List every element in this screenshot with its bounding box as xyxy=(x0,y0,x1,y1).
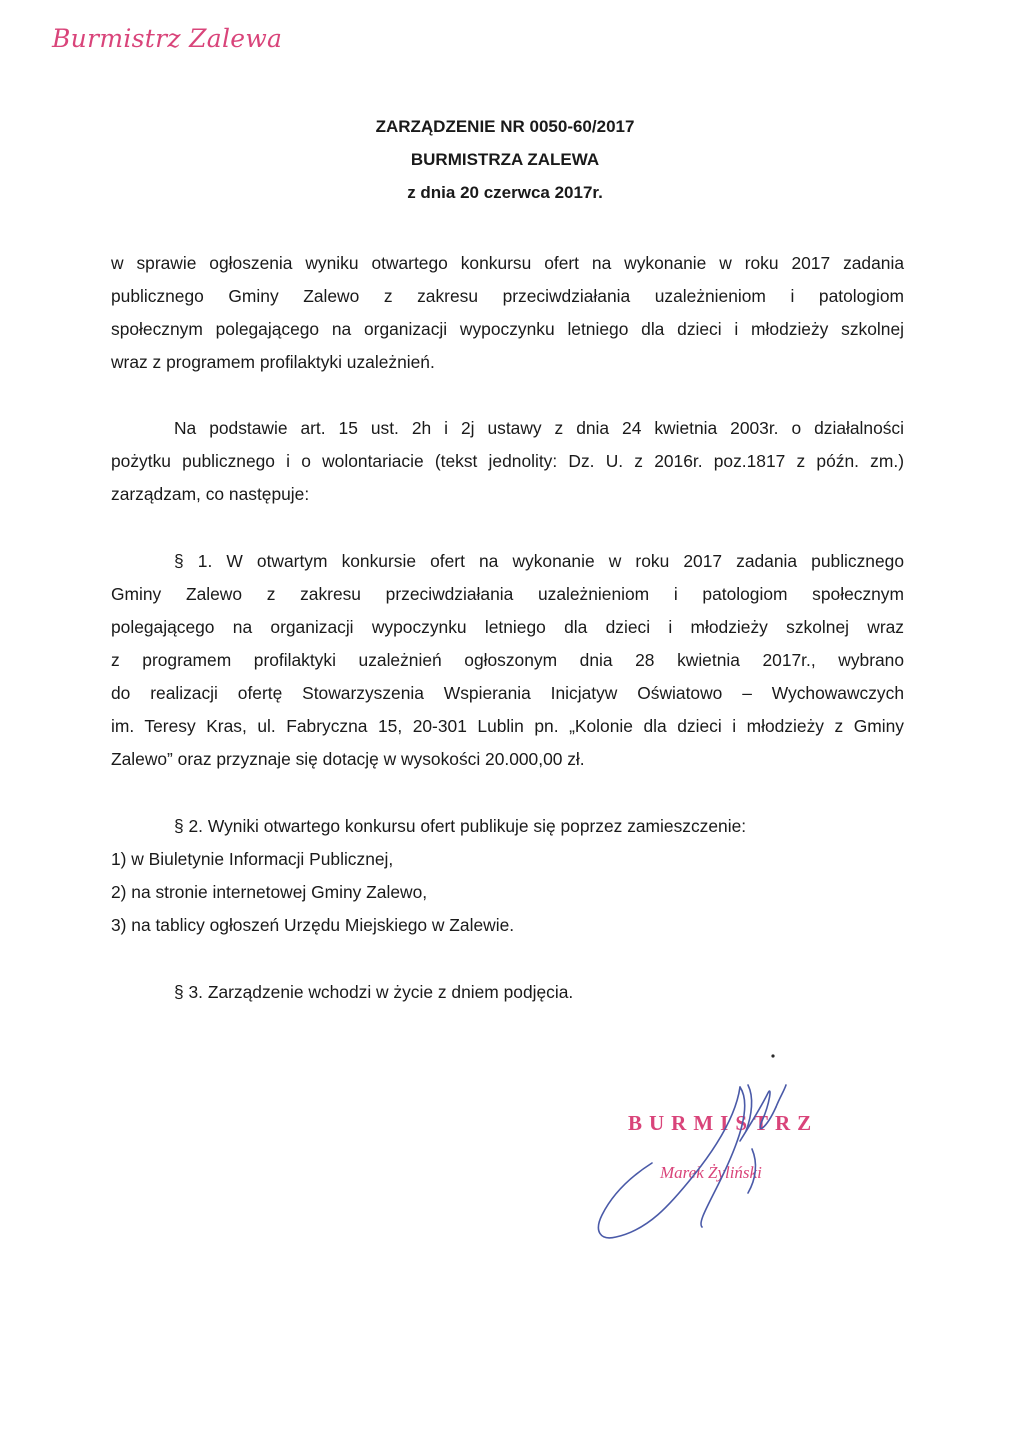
subject-line: publicznego Gminy Zalewo z zakresu przeciwdziałania uzależnieniom i patologiom xyxy=(111,286,904,306)
publication-list-item: 1) w Biuletynie Informacji Publicznej, xyxy=(111,849,394,869)
paragraph-1-line: do realizacji ofertę Stowarzyszenia Wspierania Inicjatyw Oświatowo – Wychowawczych xyxy=(111,683,904,703)
subject-paragraph xyxy=(111,247,904,379)
publication-list-item: 2) na stronie internetowej Gminy Zalewo, xyxy=(111,882,428,902)
publication-list-item: 3) na tablicy ogłoszeń Urzędu Miejskiego w Zalewie. xyxy=(111,915,515,935)
basis-line: pożytku publicznego i o wolontariacie (tekst jednolity: Dz. U. z 2016r. poz.1817 z późn. zm.) xyxy=(111,451,904,471)
paragraph-1-line: z programem profilaktyki uzależnień ogłoszonym dnia 28 kwietnia 2017r., wybrano xyxy=(111,650,904,670)
paragraph-1-line: im. Teresy Kras, ul. Fabryczna 15, 20-301 Lublin pn. „Kolonie dla dzieci i młodzieży z Gminy xyxy=(111,716,904,736)
paragraph-1-line: § 1. W otwartym konkursie ofert na wykonanie w roku 2017 zadania publicznego xyxy=(174,551,904,571)
basis-line: zarządzam, co następuje: xyxy=(111,484,310,504)
ordinance-date: z dnia 20 czerwca 2017r. xyxy=(407,183,603,202)
legal-basis-paragraph xyxy=(111,412,904,511)
subject-line: w sprawie ogłoszenia wyniku otwartego konkursu ofert na wykonanie w roku 2017 zadania xyxy=(111,253,904,273)
stamp-name: Marek Żyliński xyxy=(660,1163,762,1182)
issuer: BURMISTRZA ZALEWA xyxy=(410,150,600,169)
letterhead: Burmistrz Zalewa xyxy=(52,24,283,53)
paragraph-1 xyxy=(111,545,904,776)
paragraph-1-line: Gminy Zalewo z zakresu przeciwdziałania uzależnieniom i patologiom społecznym xyxy=(111,584,904,604)
stamp-title: BURMISTRZ xyxy=(628,1111,819,1135)
paragraph-1-line: polegającego na organizacji wypoczynku letniego dla dzieci i młodzieży szkolnej wraz xyxy=(111,617,904,637)
paragraph-2 xyxy=(111,810,904,942)
paragraph-1-line: Zalewo” oraz przyznaje się dotację w wysokości 20.000,00 zł. xyxy=(111,749,585,769)
basis-line: Na podstawie art. 15 ust. 2h i 2j ustawy z dnia 24 kwietnia 2003r. o działalności xyxy=(174,418,904,438)
handwritten-signature xyxy=(590,1045,850,1245)
paragraph-3-text: § 3. Zarządzenie wchodzi w życie z dniem podjęcia. xyxy=(174,982,574,1002)
subject-line: wraz z programem profilaktyki uzależnień. xyxy=(111,352,435,372)
ordinance-number: ZARZĄDZENIE NR 0050-60/2017 xyxy=(375,117,635,136)
signature-stamp xyxy=(590,1045,850,1245)
paragraph-3 xyxy=(111,976,904,1009)
subject-line: społecznym polegającego na organizacji wypoczynku letniego dla dzieci i młodzieży szkolnej xyxy=(111,319,904,339)
paragraph-2-intro: § 2. Wyniki otwartego konkursu ofert publikuje się poprzez zamieszczenie: xyxy=(174,816,747,836)
